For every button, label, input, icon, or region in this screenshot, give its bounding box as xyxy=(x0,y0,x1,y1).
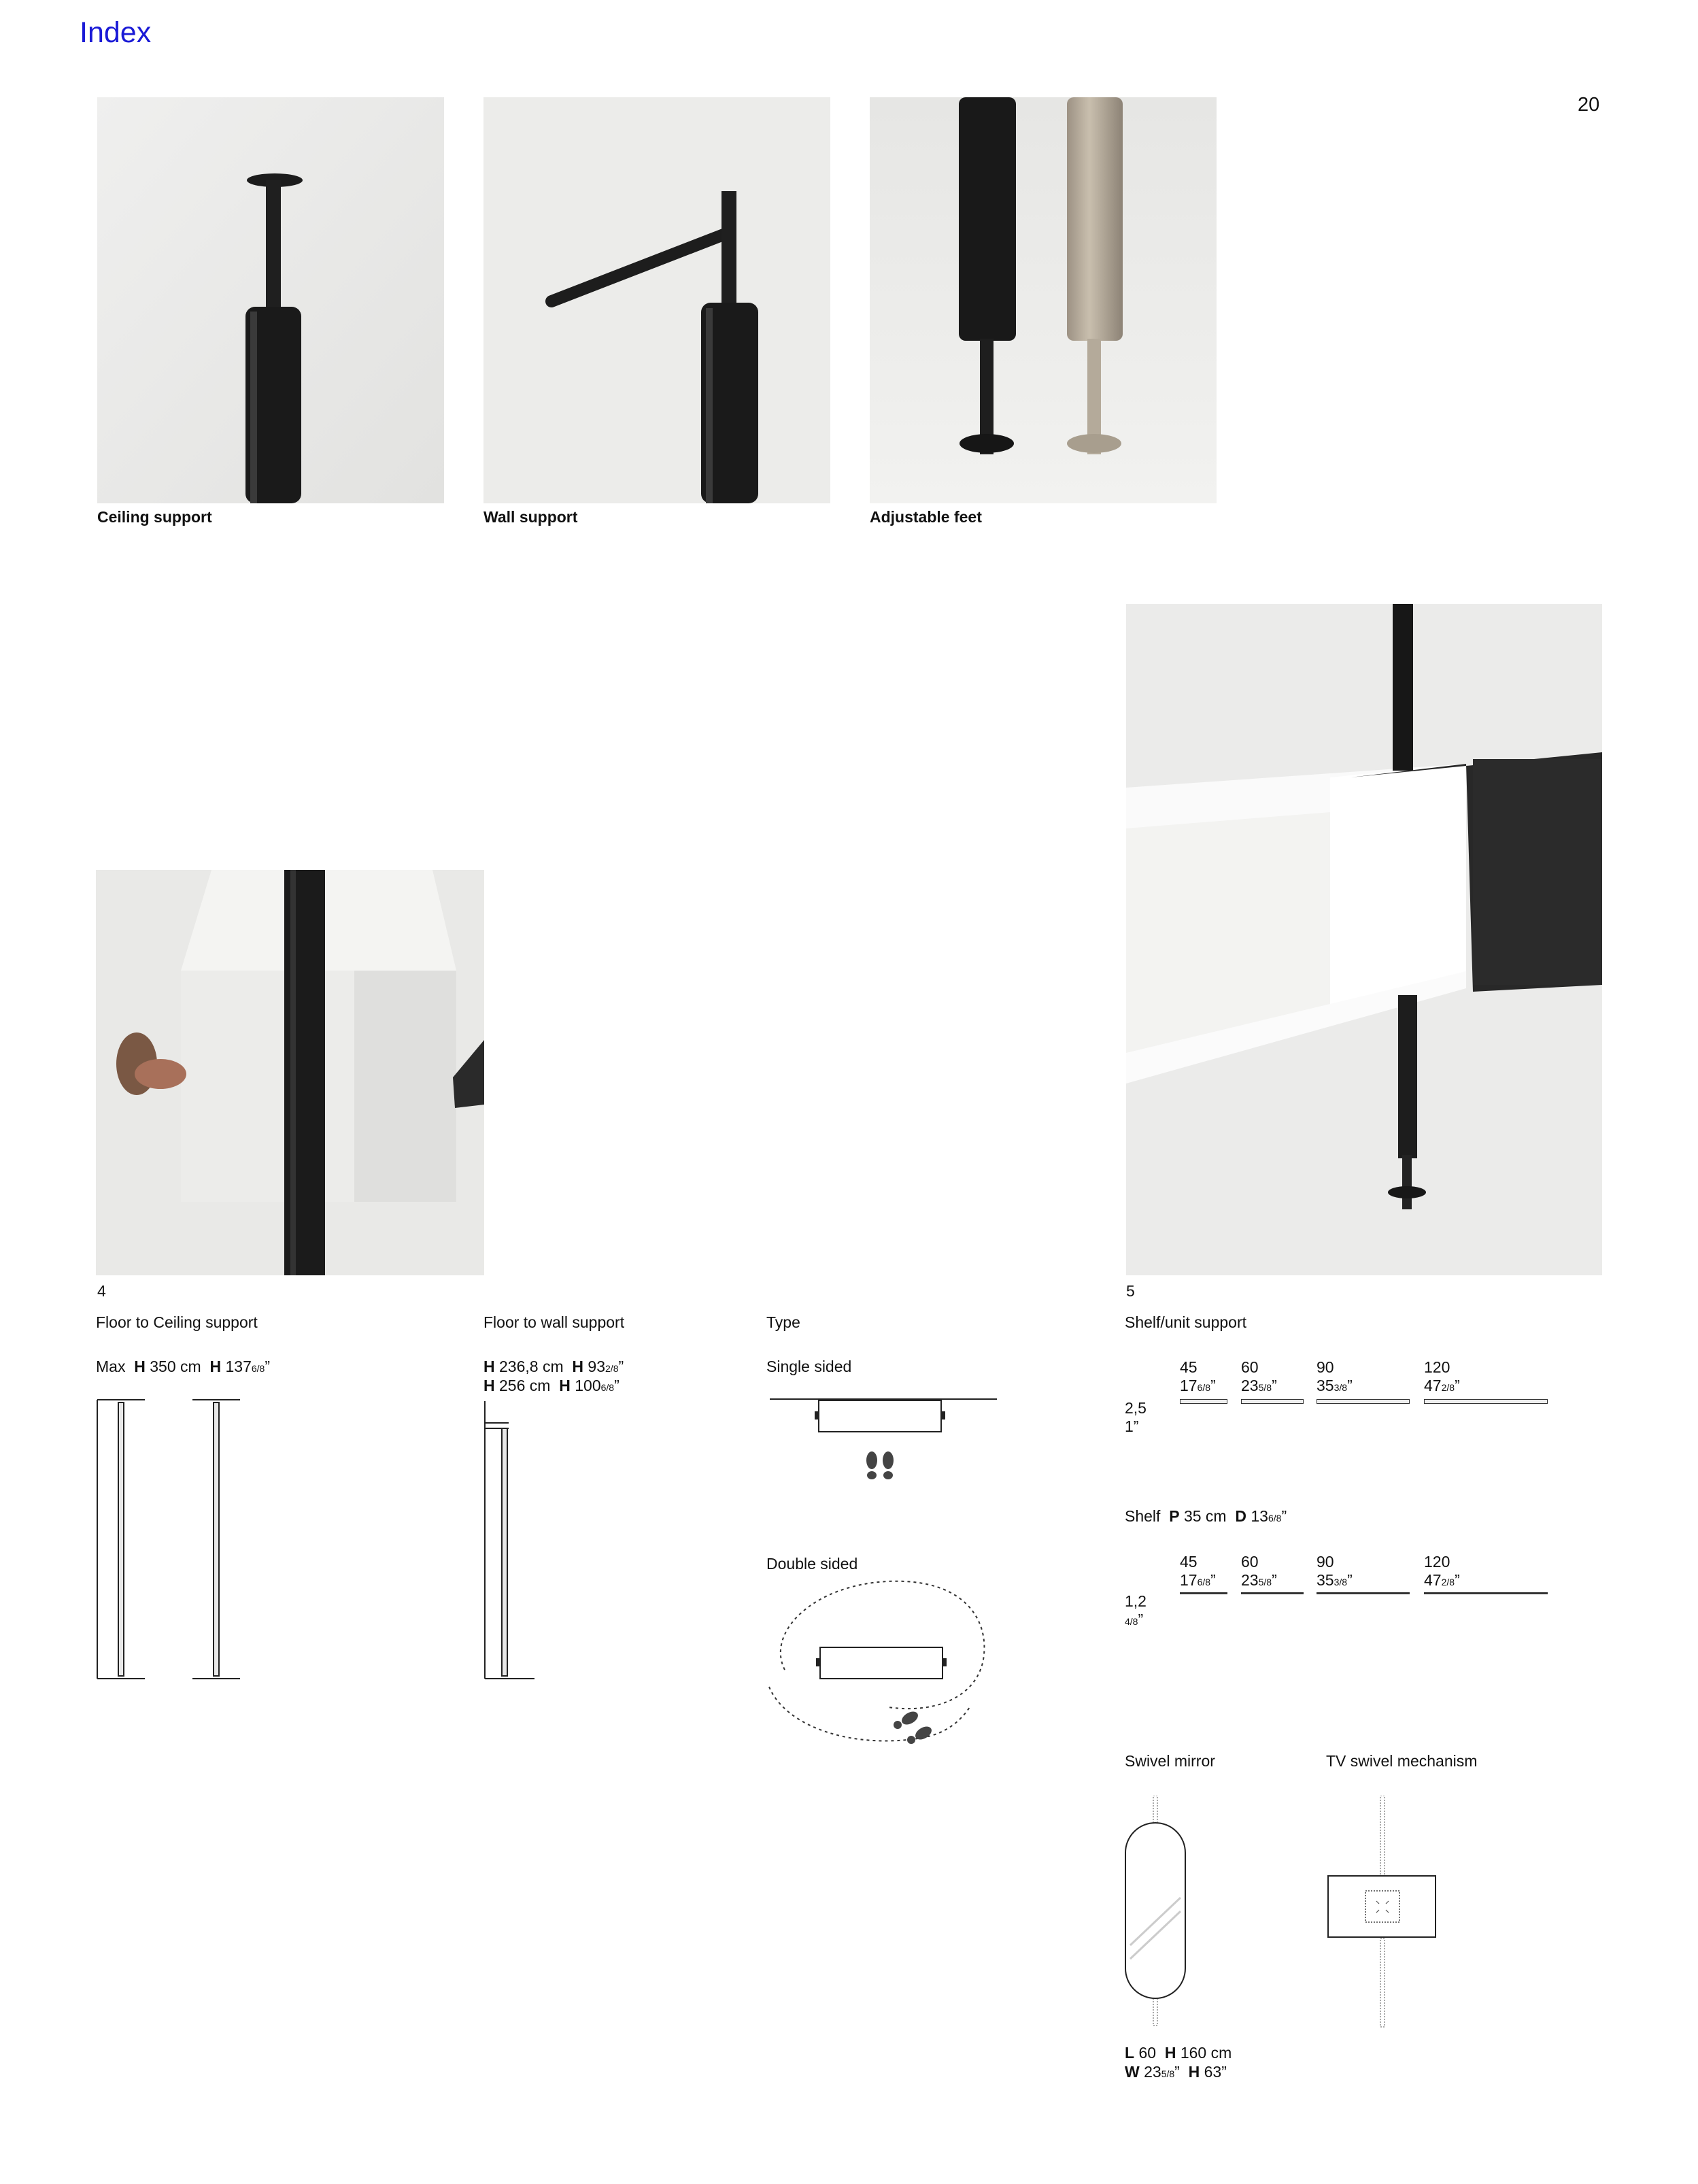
double-sided-diagram xyxy=(766,1571,997,1755)
shelf-bar xyxy=(1317,1592,1410,1594)
l-label: L xyxy=(1125,2044,1135,2062)
shelf-unit-width-90 xyxy=(1317,1358,1353,1397)
floor-wall-diagram xyxy=(481,1394,549,1685)
swivel-mirror-title: Swivel mirror xyxy=(1125,1752,1215,1770)
h-label: H xyxy=(572,1358,584,1375)
width-cm: 120 xyxy=(1424,1553,1450,1570)
h-label: H xyxy=(1188,2063,1200,2081)
d-value: 13 xyxy=(1251,1507,1268,1525)
page-number: 20 xyxy=(1578,94,1600,116)
h-value-frac: 6/8 xyxy=(251,1363,265,1374)
thickness-cm: 2,5 xyxy=(1125,1399,1147,1417)
type-title: Type xyxy=(766,1313,800,1331)
w-value: 23 xyxy=(1144,2063,1161,2081)
floor-wall-title: Floor to wall support xyxy=(483,1313,625,1331)
thickness-cm: 1,2 xyxy=(1125,1592,1147,1610)
footprints-icon xyxy=(866,1451,894,1479)
shelf-label: Shelf xyxy=(1125,1507,1161,1525)
shelf-width-120 xyxy=(1424,1553,1460,1592)
h-value-cm: 236,8 cm xyxy=(499,1358,564,1375)
l-value: 60 xyxy=(1138,2044,1157,2062)
width-in: 353/8” xyxy=(1317,1571,1353,1589)
shelf-width-60 xyxy=(1241,1553,1277,1592)
h-label: H xyxy=(483,1377,495,1394)
tv-swivel-title: TV swivel mechanism xyxy=(1326,1752,1478,1770)
h-value-frac: 6/8 xyxy=(600,1382,615,1393)
max-label: Max xyxy=(96,1358,126,1375)
d-label: D xyxy=(1235,1507,1246,1525)
w-unit: ” xyxy=(1174,2063,1180,2081)
h-value-cm: 350 cm xyxy=(150,1358,201,1375)
h-value: 160 cm xyxy=(1180,2044,1232,2062)
photo-4 xyxy=(96,870,484,1275)
width-in: 472/8” xyxy=(1424,1571,1460,1589)
w-label: W xyxy=(1125,2063,1140,2081)
width-cm: 90 xyxy=(1317,1358,1334,1376)
width-cm: 60 xyxy=(1241,1358,1259,1376)
shelf-bar xyxy=(1424,1592,1548,1594)
width-cm: 120 xyxy=(1424,1358,1450,1376)
h-label: H xyxy=(209,1358,222,1375)
single-sided-label: Single sided xyxy=(766,1358,852,1375)
photo-4-number: 4 xyxy=(97,1282,106,1300)
shelf-unit-title: Shelf/unit support xyxy=(1125,1313,1247,1331)
shelf-bar xyxy=(1180,1592,1227,1594)
photo-5 xyxy=(1126,604,1602,1275)
shelf-unit-bar xyxy=(1241,1399,1304,1404)
h-value-unit: ” xyxy=(618,1358,624,1375)
h-value-unit: ” xyxy=(265,1358,270,1375)
width-in: 176/8” xyxy=(1180,1377,1216,1394)
h-label: H xyxy=(1164,2044,1176,2062)
mirror-spec-line-1 xyxy=(1125,2043,1232,2062)
h-value-in: 137 xyxy=(225,1358,252,1375)
shelf-unit-thickness xyxy=(1125,1399,1147,1436)
h-value-unit: ” xyxy=(614,1377,619,1394)
caption-wall-support: Wall support xyxy=(483,508,578,526)
photo-5-number: 5 xyxy=(1126,1282,1135,1300)
h-value-in: 100 xyxy=(575,1377,601,1394)
shelf-unit-width-60 xyxy=(1241,1358,1277,1397)
d-unit: ” xyxy=(1281,1507,1287,1525)
h-value-in: 93 xyxy=(588,1358,606,1375)
p-label: P xyxy=(1169,1507,1180,1525)
shelf-spec xyxy=(1125,1507,1287,1528)
width-in: 176/8” xyxy=(1180,1571,1216,1589)
shelf-width-90 xyxy=(1317,1553,1353,1592)
footprints-icon xyxy=(894,1709,934,1744)
h-value: 63” xyxy=(1204,2063,1227,2081)
w-frac: 5/8 xyxy=(1161,2068,1175,2079)
h-label: H xyxy=(483,1358,495,1375)
ceiling-support-photo xyxy=(97,97,444,503)
single-sided-diagram xyxy=(768,1391,1000,1493)
page-title[interactable]: Index xyxy=(80,16,152,49)
width-in: 235/8” xyxy=(1241,1377,1277,1394)
width-in: 353/8” xyxy=(1317,1377,1353,1394)
h-label: H xyxy=(134,1358,146,1375)
swivel-mirror-diagram xyxy=(1122,1796,1190,2034)
width-in: 472/8” xyxy=(1424,1377,1460,1394)
shelf-unit-bar xyxy=(1180,1399,1227,1404)
floor-ceiling-title: Floor to Ceiling support xyxy=(96,1313,258,1331)
width-cm: 45 xyxy=(1180,1553,1198,1570)
h-value-cm: 256 cm xyxy=(499,1377,551,1394)
floor-ceiling-spec xyxy=(96,1357,270,1378)
wall-support-photo xyxy=(483,97,830,503)
width-cm: 60 xyxy=(1241,1553,1259,1570)
shelf-bar xyxy=(1241,1592,1304,1594)
shelf-unit-width-45 xyxy=(1180,1358,1216,1397)
caption-ceiling-support: Ceiling support xyxy=(97,508,212,526)
shelf-width-45 xyxy=(1180,1553,1216,1592)
mirror-spec-line-2 xyxy=(1125,2062,1227,2083)
width-cm: 90 xyxy=(1317,1553,1334,1570)
tv-swivel-diagram xyxy=(1325,1796,1440,2034)
shelf-unit-bar xyxy=(1317,1399,1410,1404)
h-label: H xyxy=(559,1377,571,1394)
floor-ceiling-diagram xyxy=(94,1393,250,1685)
caption-adjustable-feet: Adjustable feet xyxy=(870,508,982,526)
d-frac: 6/8 xyxy=(1268,1513,1282,1524)
adjustable-feet-photo xyxy=(870,97,1217,503)
shelf-unit-width-120 xyxy=(1424,1358,1460,1397)
thickness-in: 4/8” xyxy=(1125,1611,1144,1628)
double-sided-label: Double sided xyxy=(766,1555,858,1573)
floor-wall-spec-line-1 xyxy=(483,1357,624,1378)
shelf-unit-bar xyxy=(1424,1399,1548,1404)
thickness-in: 1” xyxy=(1125,1417,1139,1435)
width-cm: 45 xyxy=(1180,1358,1198,1376)
shelf-thickness xyxy=(1125,1592,1147,1631)
width-in: 235/8” xyxy=(1241,1571,1277,1589)
h-value-frac: 2/8 xyxy=(605,1363,619,1374)
p-value: 35 cm xyxy=(1183,1507,1227,1525)
